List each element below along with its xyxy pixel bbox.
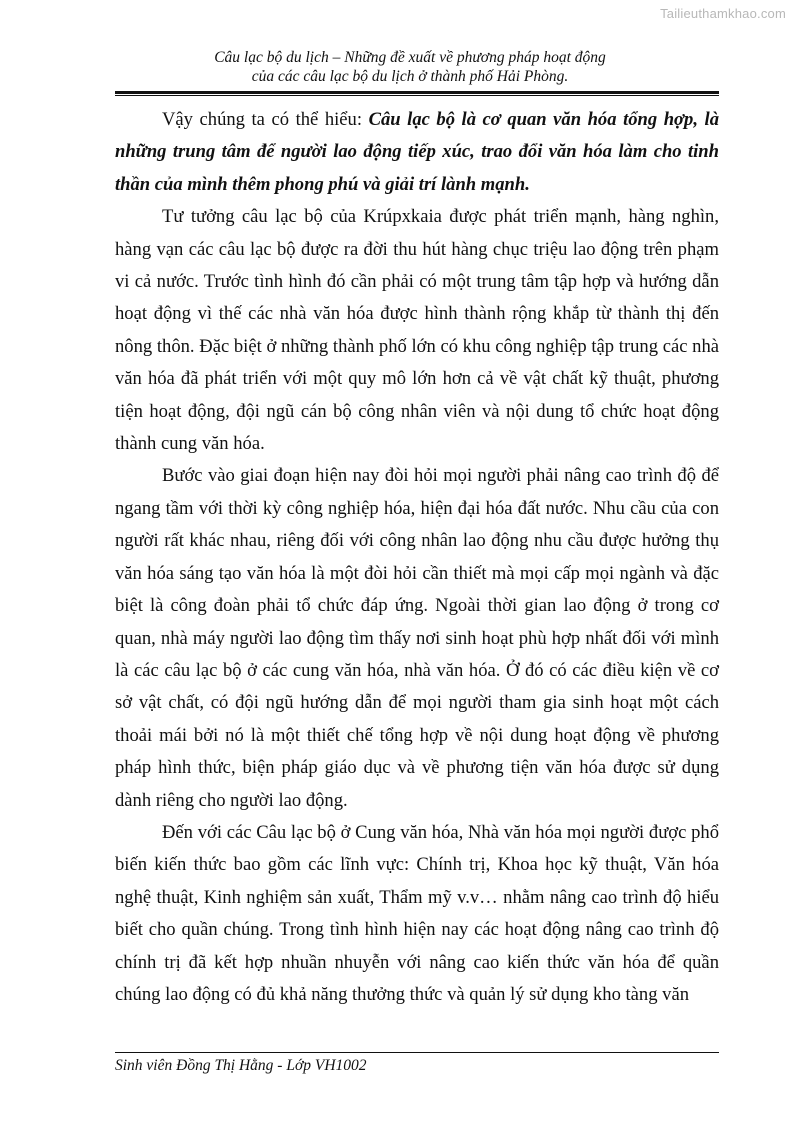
paragraph-1	[115, 104, 719, 201]
header-rule-thick	[115, 91, 719, 94]
paragraph-3: Bước vào giai đoạn hiện nay đòi hỏi mọi người phải nâng cao trình độ để ngang tầm với thời kỳ công nghiệp hóa, hiện đại hóa đất nước. Nhu cầu của con người rất khác nhau, riêng đối với công nhân lao động nhu cầu được hưởng thụ văn hóa sáng tạo văn hóa là một đòi hỏi cần thiết mà mọi cấp mọi ngành và đặc biệt là công đoàn phải tổ chức đáp ứng. Ngoài thời gian lao động ở trong cơ quan, nhà máy người lao động tìm thấy nơi sinh hoạt phù hợp nhất đối với mình là các câu lạc bộ ở các cung văn hóa, nhà văn hóa. Ở đó có các điều kiện về cơ sở vật chất, có đội ngũ hướng dẫn để mọi người tham gia sinh hoạt một cách thoải mái bởi nó là một thiết chế tổng hợp về nội dung hoạt động về phương pháp hình thức, biện pháp giáo dục và về phương tiện văn hóa được sử dụng dành riêng cho người lao động.	[115, 465, 719, 811]
header-line-2: của các câu lạc bộ du lịch ở thành phố Hải Phòng.	[251, 68, 569, 85]
header-rule-thin	[115, 95, 719, 96]
paragraph-4: Đến với các Câu lạc bộ ở Cung văn hóa, Nhà văn hóa mọi người được phổ biến kiến thức bao gồm các lĩnh vực: Chính trị, Khoa học kỹ thuật, Văn hóa nghệ thuật, Kinh nghiệm sản xuất, Thẩm mỹ v.v… nhằm nâng cao trình độ hiểu biết cho quần chúng. Trong tình hình hiện nay các hoạt động nâng cao trình độ chính trị đã kết hợp nhuần nhuyễn với nâng cao kiến thức văn hóa để quần chúng lao động có đủ khả năng thưởng thức và quản lý sử dụng kho tàng văn	[115, 821, 719, 1005]
header-line-1: Câu lạc bộ du lịch – Những đề xuất về phương pháp hoạt động	[214, 49, 606, 66]
paragraph-2: Tư tưởng câu lạc bộ của Krúpxkaia được phát triển mạnh, hàng nghìn, hàng vạn các câu lạc bộ được ra đời thu hút hàng chục triệu lao động trên phạm vi cả nước. Trước tình hình đó cần phải có một trung tâm tập hợp và hướng dẫn hoạt động vì thế các nhà văn hóa được hình thành rộng khắp từ thành thị đến nông thôn. Đặc biệt ở những thành phố lớn có khu công nghiệp tập trung các nhà văn hóa đã phát triển với một quy mô lớn hơn cả về vật chất kỹ thuật, phương tiện hoạt động, đội ngũ cán bộ công nhân viên và nội dung tổ chức hoạt động thành cung văn hóa.	[115, 206, 719, 455]
page-header	[100, 48, 720, 86]
paragraph-1-definition: Câu lạc bộ là cơ quan văn hóa tổng hợp, là những trung tâm để người lao động tiếp xúc, trao đổi văn hóa làm cho tinh thần của mình thêm phong phú và giải trí lành mạnh.	[115, 109, 719, 195]
paragraph-1-lead: Vậy chúng ta có thể hiểu:	[162, 109, 369, 130]
page-footer: Sinh viên Đồng Thị Hằng - Lớp VH1002	[115, 1057, 367, 1074]
footer-rule	[115, 1052, 719, 1053]
watermark: Tailieuthamkhao.com	[660, 6, 786, 21]
document-body	[115, 104, 719, 1011]
